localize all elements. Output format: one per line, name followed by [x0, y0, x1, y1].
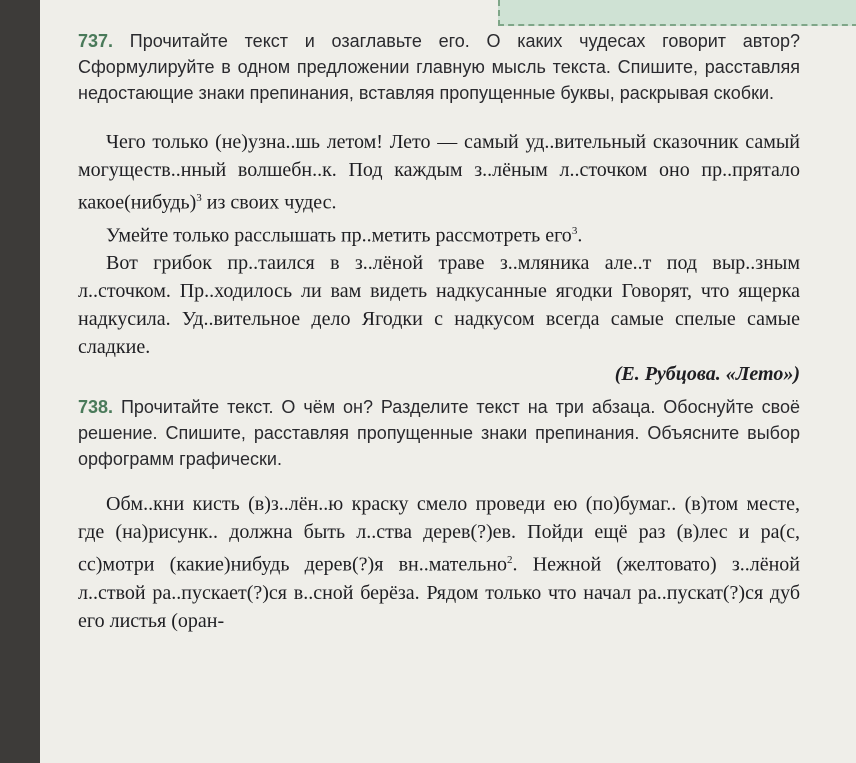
exercise-737-paragraph-3: Вот грибок пр..таился в з..лёной траве з..мляника але..т под выр..зным л..сточком. Пр..ходилось ли вам видеть надкусанные ягодки Говорят, что ящерка надкусила. Уд..вительное дело Ягодки с надкусом всегда самые спелые самые сладкие.: [78, 252, 800, 359]
exercise-738-paragraph-1: Обм..кни кисть (в)з..лён..ю краску смело проведи ею (по)бумаг.. (в)том месте, где (на)рисунк.. должна быть л..ства дерев(?)ев. Пойди ещё раз (в)лес и ра(с, сс)мотри (какие)нибудь дерев(?)я вн..мательно$^2$. Нежной (желтовато) з..лёной л..ствой ра..пускает(?)ся в..сной берёза. Рядом только что начал ра..пускат(?)ся дуб его листья (оран-: [78, 493, 800, 632]
exercise-738-text: [78, 490, 800, 635]
exercise-737-task: [78, 28, 800, 106]
exercise-737-paragraph-1: Чего только (не)узна..шь летом! Лето — самый уд..вительный сказочник самый могуществ..нный волшебн..к. Под каждым з..лёным л..сточком оно пр..прятало какое(нибудь)$^3$ из своих чудес.: [78, 131, 800, 214]
page-content: [78, 28, 800, 635]
exercise-737-task-text: Прочитайте текст и озаглавьте его. О каких чудесах говорит автор? Сформулируйте в одном предложении главную мысль текста. Спишите, расставляя недостающие знаки препинания, вставляя пропущенные буквы, раскрывая скобки.: [78, 31, 800, 103]
decorative-header-box: [498, 0, 856, 26]
textbook-page: [40, 0, 856, 763]
exercise-737-text: [78, 128, 800, 361]
exercise-738-task-text: Прочитайте текст. О чём он? Разделите текст на три абзаца. Обоснуйте своё решение. Спишите, расставляя пропущенные знаки препинания. Объясните выбор орфограмм графически.: [78, 397, 800, 470]
exercise-737-attribution: (Е. Рубцова. «Лето»): [614, 363, 800, 386]
exercise-737-paragraph-2: Умейте только расслышать пр..метить рассмотреть его$^3$.: [106, 224, 583, 247]
exercise-738-task: [78, 394, 800, 472]
exercise-737-number: 737.: [78, 31, 114, 51]
exercise-738-number: 738.: [78, 397, 114, 418]
